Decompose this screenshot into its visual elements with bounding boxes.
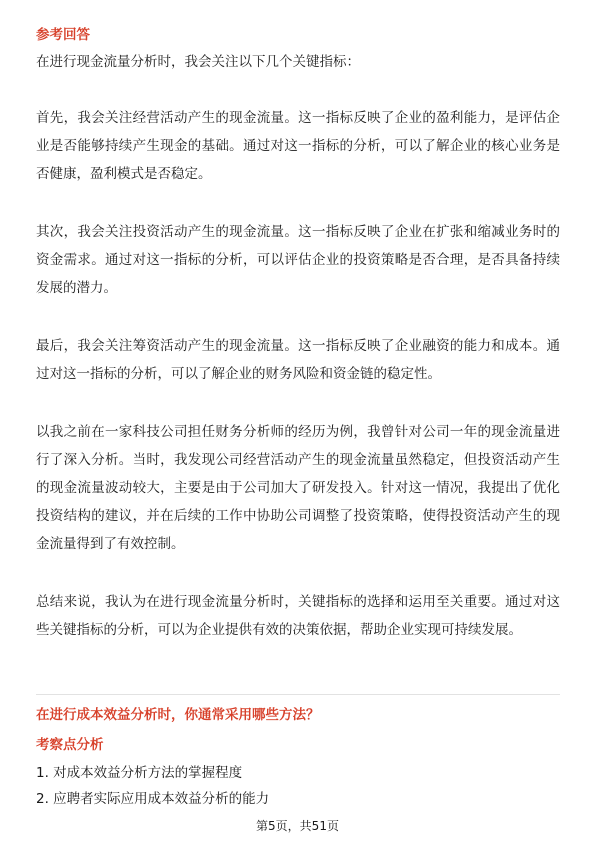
- paragraph-financing-cash-flow: 最后，我会关注筹资活动产生的现金流量。这一指标反映了企业融资的能力和成本。通过对这一指标的分析，可以了解企业的财务风险和资金链的稳定性。: [36, 338, 560, 382]
- next-question-heading: 在进行成本效益分析时，你通常采用哪些方法？: [36, 707, 320, 723]
- page-number-footer: 第5页，共51页: [256, 819, 339, 833]
- analysis-item: 1. 对成本效益分析方法的掌握程度: [36, 765, 243, 781]
- paragraph-investing-cash-flow: 其次，我会关注投资活动产生的现金流量。这一指标反映了企业在扩张和缩减业务时的资金需求。通过对这一指标的分析，可以评估企业的投资策略是否合理，是否具备持续发展的潜力。: [36, 224, 560, 296]
- analysis-item: 2. 应聘者实际应用成本效益分析的能力: [36, 791, 270, 807]
- paragraph-operating-cash-flow: 首先，我会关注经营活动产生的现金流量。这一指标反映了企业的盈利能力，是评估企业是否能够持续产生现金的基础。通过对这一指标的分析，可以了解企业的核心业务是否健康，盈利模式是否稳定。: [36, 110, 560, 182]
- analysis-heading: 考察点分析: [36, 737, 104, 753]
- paragraph-experience-example: 以我之前在一家科技公司担任财务分析师的经历为例，我曾针对公司一年的现金流量进行了深入分析。当时，我发现公司经营活动产生的现金流量虽然稳定，但投资活动产生的现金流量波动较大，主要是由于公司加大了研发投入。针对这一情况，我提出了优化投资结构的建议，并在后续的工作中协助公司调整了投资策略，使得投资活动产生的现金流量得到了有效控制。: [36, 424, 560, 552]
- paragraph-summary: 总结来说，我认为在进行现金流量分析时，关键指标的选择和运用至关重要。通过对这些关键指标的分析，可以为企业提供有效的决策依据，帮助企业实现可持续发展。: [36, 594, 560, 638]
- intro-text: 在进行现金流量分析时，我会关注以下几个关键指标：: [36, 54, 360, 70]
- section-divider: [36, 694, 560, 695]
- answer-heading: 参考回答: [36, 27, 90, 43]
